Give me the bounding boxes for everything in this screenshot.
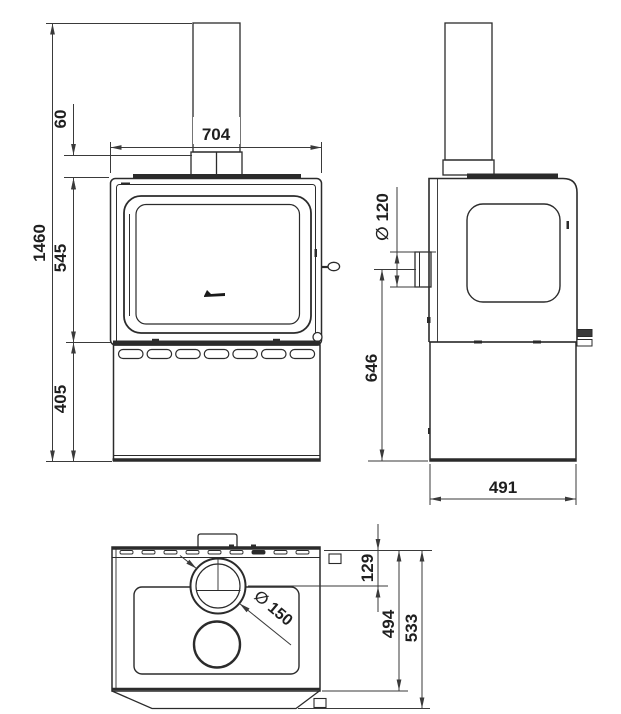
chimney-pipe-side xyxy=(443,23,494,175)
side-view xyxy=(415,23,592,461)
door-handle-front xyxy=(321,262,340,270)
brand-logo xyxy=(204,290,225,297)
side-window xyxy=(467,204,560,302)
dim-flue-offset-label: 129 xyxy=(358,553,377,583)
front-view xyxy=(111,23,340,461)
convection-outlet-circle xyxy=(194,622,240,668)
dim-rear-flue-height-label: 646 xyxy=(362,353,381,383)
front-tab-top-view xyxy=(314,699,326,708)
door-bottom-bar xyxy=(113,339,320,345)
base-side xyxy=(428,342,576,461)
top-view xyxy=(112,534,341,709)
glass-door-front xyxy=(124,196,311,333)
dim-rear-flue-diameter-label: ∅ 120 xyxy=(373,193,392,241)
top-flue-collar xyxy=(191,559,246,614)
dim-depth-label: 491 xyxy=(488,478,518,497)
dim-overall-height-label: 1460 xyxy=(30,224,49,262)
chimney-pipe-front xyxy=(191,23,242,175)
door-handle-side xyxy=(577,330,592,347)
top-plate-side xyxy=(467,174,558,179)
side-tab-top-view xyxy=(329,554,341,564)
stove-body-side xyxy=(427,179,577,343)
rear-vent-dashes xyxy=(120,551,309,555)
dim-body-depth-label: 494 xyxy=(379,609,398,639)
vent-slots-front xyxy=(119,350,315,359)
door-hinge-front xyxy=(313,333,322,342)
dim-flue-collar-label: 60 xyxy=(51,109,70,129)
dim-top-flue-diameter-label: ∅ 150 xyxy=(250,587,296,630)
front-edge-top-view xyxy=(112,689,320,709)
dim-base-height-label: 405 xyxy=(51,384,70,414)
dim-firebox-height-label: 545 xyxy=(51,243,70,273)
dimension-lines xyxy=(46,24,576,709)
dim-overall-width-label: 704 xyxy=(201,125,231,144)
base-front xyxy=(113,345,321,461)
dim-overall-depth-label: 533 xyxy=(402,613,421,643)
door-seam-mark-front xyxy=(315,249,318,257)
stove-body-front xyxy=(111,179,322,346)
dimension-labels xyxy=(30,110,517,643)
